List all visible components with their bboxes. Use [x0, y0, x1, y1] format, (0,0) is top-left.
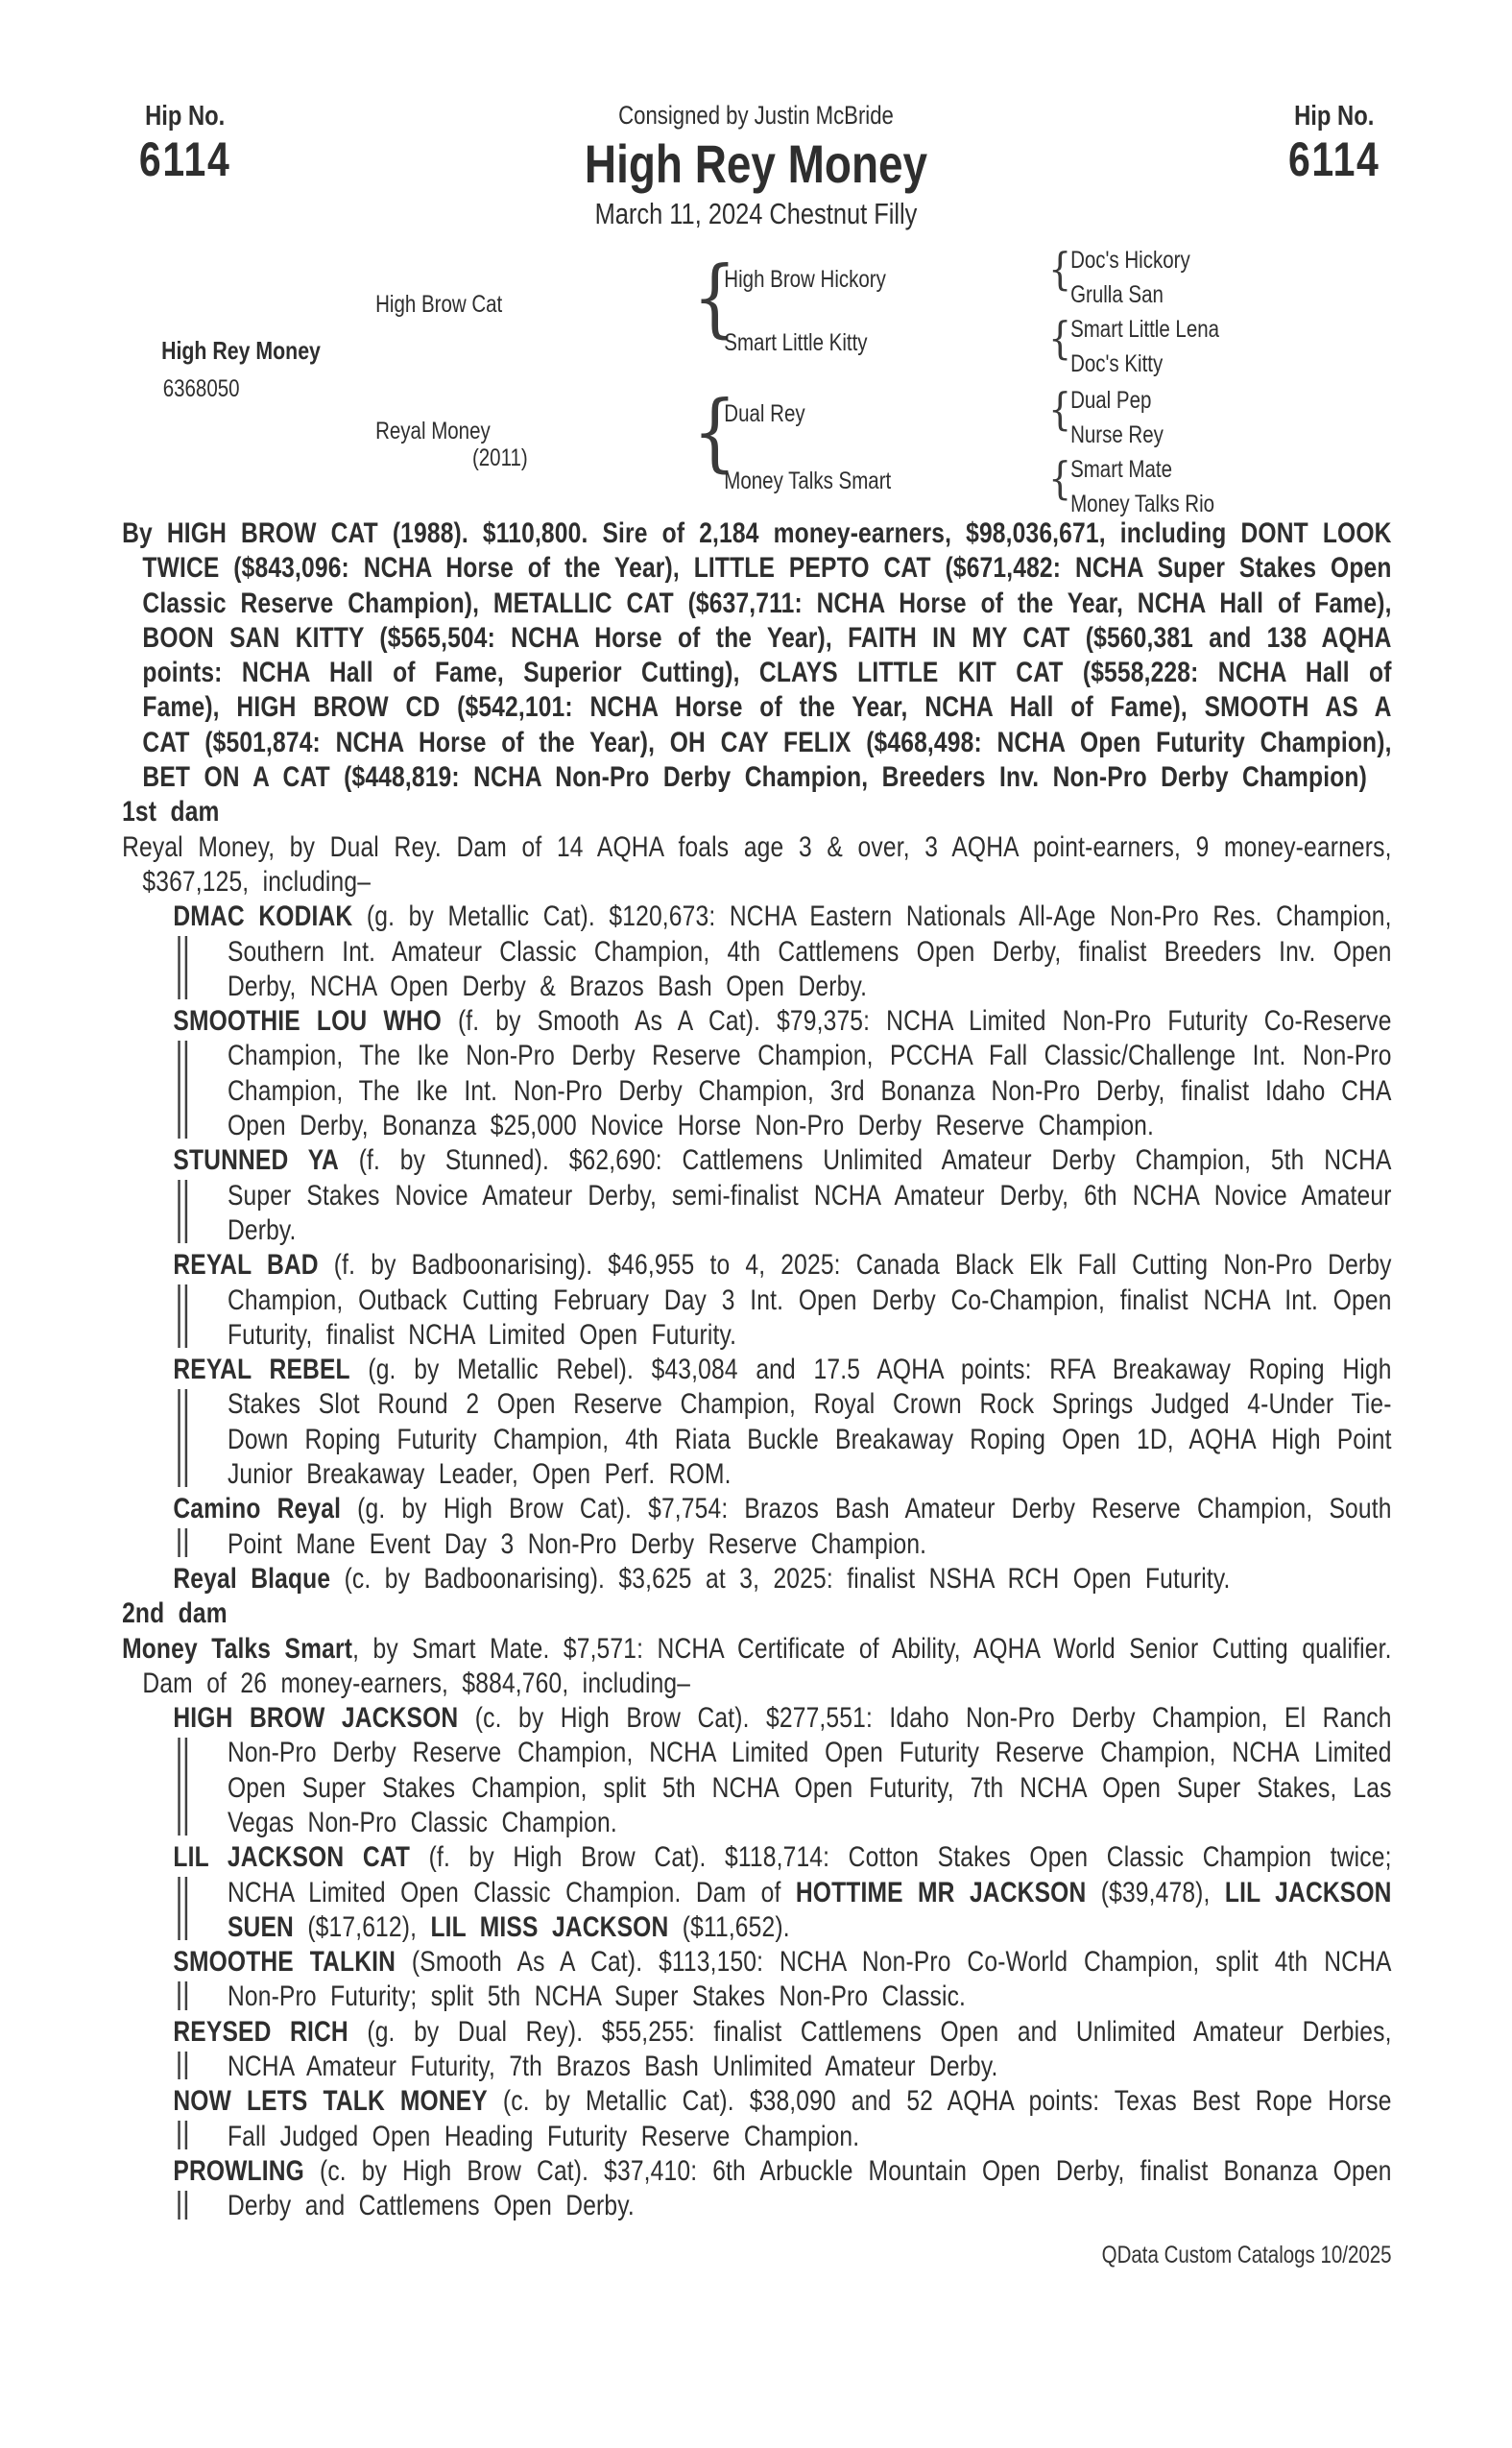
- pedigree-gen4-4: Dual Pep: [1070, 387, 1152, 414]
- pedigree-gen4-2: Smart Little Lena: [1070, 316, 1220, 343]
- hip-number: 6114: [1287, 132, 1380, 186]
- consignor-line: Consigned by Justin McBride: [618, 101, 894, 130]
- offspring-entry: HIGH BROW JACKSON (c. by High Brow Cat). $277,551: Idaho Non-Pro Derby Champion, El Ranch Non-Pro Derby Reserve Champion, NCHA Limited Open Futurity Reserve Champion, NCHA Limited Open Super Stakes Champion, split 5th NCHA Open Futurity, 7th NCHA Open Super Stakes, Las Vegas Non-Pro Classic Champion.: [122, 1701, 1391, 1840]
- hip-number: 6114: [138, 132, 231, 186]
- offspring-entry: Camino Reyal (g. by High Brow Cat). $7,754: Brazos Bash Amateur Derby Reserve Champion, South Point Mane Event Day 3 Non-Pro Derby Reserve Champion.: [122, 1492, 1391, 1562]
- first-dam-intro: Reyal Money, by Dual Rey. Dam of 14 AQHA foals age 3 & over, 3 AQHA point-earners, 9 money-earners, $367,125, including–: [122, 830, 1392, 898]
- hip-label: Hip No.: [145, 101, 226, 132]
- foaling-info: March 11, 2024 Chestnut Filly: [594, 197, 918, 230]
- offspring-entry: LIL JACKSON CAT (f. by High Brow Cat). $118,714: Cotton Stakes Open Classic Champion twice; NCHA Limited Open Classic Champion. Dam of HOTTIME MR JACKSON ($39,478), LIL JACKSON SUEN ($17,612), LIL MISS JACKSON ($11,652).: [122, 1840, 1391, 1945]
- brace-icon: {: [1048, 383, 1072, 435]
- offspring-entry: REYSED RICH (g. by Dual Rey). $55,255: finalist Cattlemens Open and Unlimited Amateur Derbies, NCHA Amateur Futurity, 7th Brazos Bash Unlimited Amateur Derby.: [122, 2015, 1391, 2085]
- pedigree-gen4-3: Doc's Kitty: [1070, 350, 1164, 377]
- pedigree-gen4-6: Smart Mate: [1070, 456, 1172, 483]
- pedigree-dam-year: (2011): [471, 444, 528, 471]
- offspring-entry: DMAC KODIAK (g. by Metallic Cat). $120,673: NCHA Eastern Nationals All-Age Non-Pro Res. Champion, Southern Int. Amateur Classic Champion, 4th Cattlemens Open Derby, finalist Breeders Inv. Open Derby, NCHA Open Derby & Brazos Bash Open Derby.: [122, 900, 1391, 1004]
- offspring-entry: SMOOTHE TALKIN (Smooth As A Cat). $113,150: NCHA Non-Pro Co-World Champion, split 4th NCHA Non-Pro Futurity; split 5th NCHA Super Stakes Non-Pro Classic.: [122, 1945, 1391, 2015]
- brace-icon: {: [692, 382, 737, 481]
- brace-icon: {: [1048, 452, 1072, 504]
- pedigree-chart: [0, 240, 1512, 528]
- second-dam-heading: 2nd dam: [122, 1597, 228, 1630]
- header-center: [0, 100, 1512, 232]
- pedigree-subject-reg: 6368050: [162, 375, 240, 402]
- offspring-entry: Reyal Blaque (c. by Badboonarising). $3,625 at 3, 2025: finalist NSHA RCH Open Futurity.: [122, 1562, 1391, 1596]
- first-dam-heading: 1st dam: [122, 796, 220, 828]
- pedigree-gen4-5: Nurse Rey: [1070, 421, 1164, 448]
- first-dam-entries: [122, 900, 1391, 1596]
- catalog-body: [122, 516, 1391, 2272]
- page-title: High Rey Money: [584, 133, 928, 194]
- pedigree-gen4-7: Money Talks Rio: [1070, 491, 1215, 517]
- second-dam-intro: Money Talks Smart, by Smart Mate. $7,571: NCHA Certificate of Ability, AQHA World Senior Cutting qualifier. Dam of 26 money-earners, $884,760, including–: [122, 1632, 1392, 1699]
- pedigree-subject-name: High Rey Money: [161, 336, 321, 365]
- pedigree-sire: High Brow Cat: [375, 291, 503, 318]
- pedigree-dam: Reyal Money: [375, 418, 491, 444]
- pedigree-gen3-3: Money Talks Smart: [724, 468, 892, 494]
- brace-icon: {: [1048, 312, 1072, 364]
- offspring-entry: NOW LETS TALK MONEY (c. by Metallic Cat). $38,090 and 52 AQHA points: Texas Best Rope Horse Fall Judged Open Heading Futurity Reserve Champion.: [122, 2084, 1391, 2154]
- offspring-entry: PROWLING (c. by High Brow Cat). $37,410: 6th Arbuckle Mountain Open Derby, finalist Bonanza Open Derby and Cattlemens Open Derby.: [122, 2154, 1391, 2224]
- brace-icon: {: [692, 248, 737, 347]
- second-dam-entries: [122, 1701, 1391, 2223]
- pedigree-gen3-2: Dual Rey: [724, 400, 805, 427]
- pedigree-gen3-1: Smart Little Kitty: [724, 329, 868, 356]
- offspring-entry: REYAL REBEL (g. by Metallic Rebel). $43,084 and 17.5 AQHA points: RFA Breakaway Roping High Stakes Slot Round 2 Open Reserve Champion, Royal Crown Rock Springs Judged 4-Under Tie-Down Roping Futurity Champion, 4th Riata Buckle Breakaway Roping Open 1D, AQHA High Point Junior Breakaway Leader, Open Perf. ROM.: [122, 1353, 1391, 1492]
- brace-icon: {: [1048, 243, 1072, 295]
- offspring-entry: REYAL BAD (f. by Badboonarising). $46,955 to 4, 2025: Canada Black Elk Fall Cutting Non-Pro Derby Champion, Outback Cutting February Day 3 Int. Open Derby Co-Champion, finalist NCHA Int. Open Futurity, finalist NCHA Limited Open Futurity.: [122, 1248, 1391, 1353]
- pedigree-gen4-0: Doc's Hickory: [1070, 247, 1190, 274]
- offspring-entry: SMOOTHIE LOU WHO (f. by Smooth As A Cat). $79,375: NCHA Limited Non-Pro Futurity Co-Reserve Champion, The Ike Non-Pro Derby Reserve Champion, PCCHA Fall Classic/Challenge Int. Non-Pro Champion, The Ike Int. Non-Pro Derby Champion, 3rd Bonanza Non-Pro Derby, finalist Idaho CHA Open Derby, Bonanza $25,000 Novice Horse Non-Pro Derby Reserve Champion.: [122, 1004, 1391, 1143]
- pedigree-gen3-0: High Brow Hickory: [724, 266, 886, 293]
- catalog-footer: QData Custom Catalogs 10/2025: [1101, 2241, 1392, 2268]
- hip-label: Hip No.: [1294, 101, 1375, 132]
- offspring-entry: STUNNED YA (f. by Stunned). $62,690: Cattlemens Unlimited Amateur Derby Champion, 5th NCHA Super Stakes Novice Amateur Derby, semi-finalist NCHA Amateur Derby, 6th NCHA Novice Amateur Derby.: [122, 1143, 1391, 1248]
- sire-paragraph: By HIGH BROW CAT (1988). $110,800. Sire of 2,184 money-earners, $98,036,671, including DONT LOOK TWICE ($843,096: NCHA Horse of the Year), LITTLE PEPTO CAT ($671,482: NCHA Super Stakes Open Classic Reserve Champion), METALLIC CAT ($637,711: NCHA Horse of the Year, NCHA Hall of Fame), BOON SAN KITTY ($565,504: NCHA Horse of the Year), FAITH IN MY CAT ($560,381 and 138 AQHA points: NCHA Hall of Fame, Superior Cutting), CLAYS LITTLE KIT CAT ($558,228: NCHA Hall of Fame), HIGH BROW CD ($542,101: NCHA Horse of the Year, NCHA Hall of Fame), SMOOTH AS A CAT ($501,874: NCHA Horse of the Year), OH CAY FELIX ($468,498: NCHA Open Futurity Champion), BET ON A CAT ($448,819: NCHA Non-Pro Derby Champion, Breeders Inv. Non-Pro Derby Champion): [122, 517, 1392, 794]
- pedigree-gen4-1: Grulla San: [1070, 281, 1164, 308]
